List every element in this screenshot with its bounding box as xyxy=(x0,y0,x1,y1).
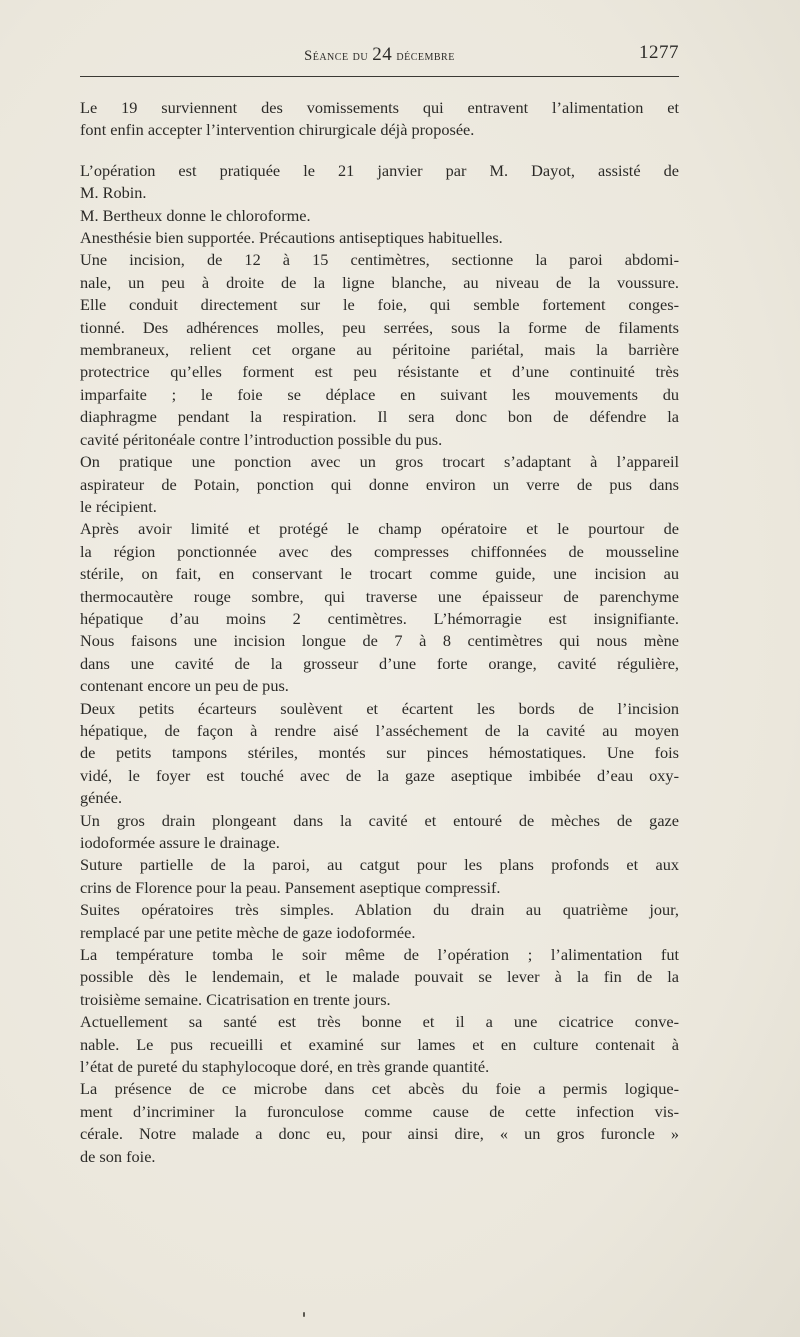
text-line: font enfin accepter l’intervention chirurgicale déjà proposée. xyxy=(80,120,475,140)
text-line: imparfaite ; le foie se déplace en suivant les mouvements du xyxy=(80,384,679,404)
text-line: Deux petits écarteurs soulèvent et écartent les bords de l’incision xyxy=(80,698,679,718)
header-rule xyxy=(80,76,679,77)
text-line: M. Robin. xyxy=(80,183,147,203)
text-line: nale, un peu à droite de la ligne blanche, au niveau de la voussure. xyxy=(80,272,679,292)
paragraph xyxy=(80,97,679,142)
paragraph xyxy=(80,451,679,518)
text-line: Un gros drain plongeant dans la cavité et entouré de mèches de gaze xyxy=(80,810,679,830)
text-line: Suites opératoires très simples. Ablation du drain au quatrième jour, xyxy=(80,900,679,920)
text-line: stérile, on fait, en conservant le trocart comme guide, une incision au xyxy=(80,564,679,584)
text-line: ment d’incriminer la furonculose comme cause de cette infection vis- xyxy=(80,1101,679,1121)
text-line: de son foie. xyxy=(80,1146,156,1166)
document-page xyxy=(80,40,679,1168)
text-line: aspirateur de Potain, ponction qui donne environ un verre de pus dans xyxy=(80,474,679,494)
text-line: hépatique d’au moins 2 centimètres. L’hémorragie est insignifiante. xyxy=(80,608,679,628)
paragraph xyxy=(80,1011,679,1078)
text-line: iodoformée assure le drainage. xyxy=(80,833,280,852)
running-title-part1: Séance du xyxy=(304,48,373,64)
paragraph xyxy=(80,698,679,810)
paragraph xyxy=(80,810,679,855)
running-title-part2: décembre xyxy=(392,48,455,64)
paragraph xyxy=(80,205,679,227)
text-line: Une incision, de 12 à 15 centimètres, sectionne la paroi abdomi- xyxy=(80,250,679,270)
text-line: cérale. Notre malade a donc eu, pour ainsi dire, « un gros furoncle » xyxy=(80,1124,679,1144)
paragraph xyxy=(80,899,679,944)
text-line: dans une cavité de la grosseur d’une forte orange, cavité régulière, xyxy=(80,653,679,673)
running-head xyxy=(80,40,679,66)
text-line: thermocautère rouge sombre, qui traverse une épaisseur de parenchyme xyxy=(80,586,679,606)
text-line: protectrice qu’elles forment est peu résistante et d’une continuité très xyxy=(80,362,679,382)
text-line: L’opération est pratiquée le 21 janvier par M. Dayot, assisté de xyxy=(80,160,679,180)
paragraph xyxy=(80,249,679,451)
text-line: l’état de pureté du staphylocoque doré, en très grande quantité. xyxy=(80,1057,490,1077)
text-line: La présence de ce microbe dans cet abcès du foie a permis logique- xyxy=(80,1079,679,1099)
print-speck xyxy=(303,1312,305,1317)
text-line: génée. xyxy=(80,788,123,808)
text-line: Actuellement sa santé est très bonne et il a une cicatrice conve- xyxy=(80,1012,679,1032)
text-line: Nous faisons une incision longue de 7 à 8 centimètres qui nous mène xyxy=(80,631,679,651)
text-line: On pratique une ponction avec un gros trocart s’adaptant à l’appareil xyxy=(80,452,679,472)
text-line: diaphragme pendant la respiration. Il sera donc bon de défendre la xyxy=(80,407,679,427)
text-line: tionné. Des adhérences molles, peu serrées, sous la forme de filaments xyxy=(80,317,679,337)
text-line: Suture partielle de la paroi, au catgut pour les plans profonds et aux xyxy=(80,855,679,875)
text-line: Après avoir limité et protégé le champ opératoire et le pourtour de xyxy=(80,519,679,539)
paragraph xyxy=(80,518,679,697)
paragraph xyxy=(80,227,679,249)
text-line: hépatique, de façon à rendre aisé l’asséchement de la cavité au moyen xyxy=(80,720,679,740)
text-line: la région ponctionnée avec des compresses chiffonnées de mousseline xyxy=(80,541,679,561)
text-line: La température tomba le soir même de l’opération ; l’alimentation fut xyxy=(80,945,679,965)
text-line: M. Bertheux donne le chloroforme. xyxy=(80,205,311,225)
page-number: 1277 xyxy=(639,42,679,63)
text-line: vidé, le foyer est touché avec de la gaze aseptique imbibée d’eau oxy- xyxy=(80,765,679,785)
text-line: le récipient. xyxy=(80,496,157,516)
text-line: cavité péritonéale contre l’introduction possible du pus. xyxy=(80,429,443,449)
text-line: membraneux, relient cet organe au péritoine pariétal, mais la barrière xyxy=(80,340,679,360)
text-line: nable. Le pus recueilli et examiné sur lames et en culture contenait à xyxy=(80,1034,679,1054)
text-line: Elle conduit directement sur le foie, qui semble fortement conges- xyxy=(80,295,679,315)
paragraph xyxy=(80,854,679,899)
paragraph xyxy=(80,160,679,205)
body-text xyxy=(80,97,679,1168)
running-title xyxy=(80,44,679,66)
running-title-day: 24 xyxy=(372,44,393,65)
text-line: remplacé par une petite mèche de gaze iodoformée. xyxy=(80,922,416,942)
paragraph xyxy=(80,944,679,1011)
text-line: possible dès le lendemain, et le malade pouvait se lever à la fin de la xyxy=(80,967,679,987)
text-line: Le 19 surviennent des vomissements qui entravent l’alimentation et xyxy=(80,98,679,117)
paragraph xyxy=(80,1078,679,1168)
text-line: crins de Florence pour la peau. Pansement aseptique compressif. xyxy=(80,877,501,897)
text-line: de petits tampons stériles, montés sur pinces hémostatiques. Une fois xyxy=(80,743,679,763)
text-line: contenant encore un peu de pus. xyxy=(80,676,289,696)
text-line: Anesthésie bien supportée. Précautions antiseptiques habituelles. xyxy=(80,228,503,248)
text-line: troisième semaine. Cicatrisation en trente jours. xyxy=(80,989,391,1009)
